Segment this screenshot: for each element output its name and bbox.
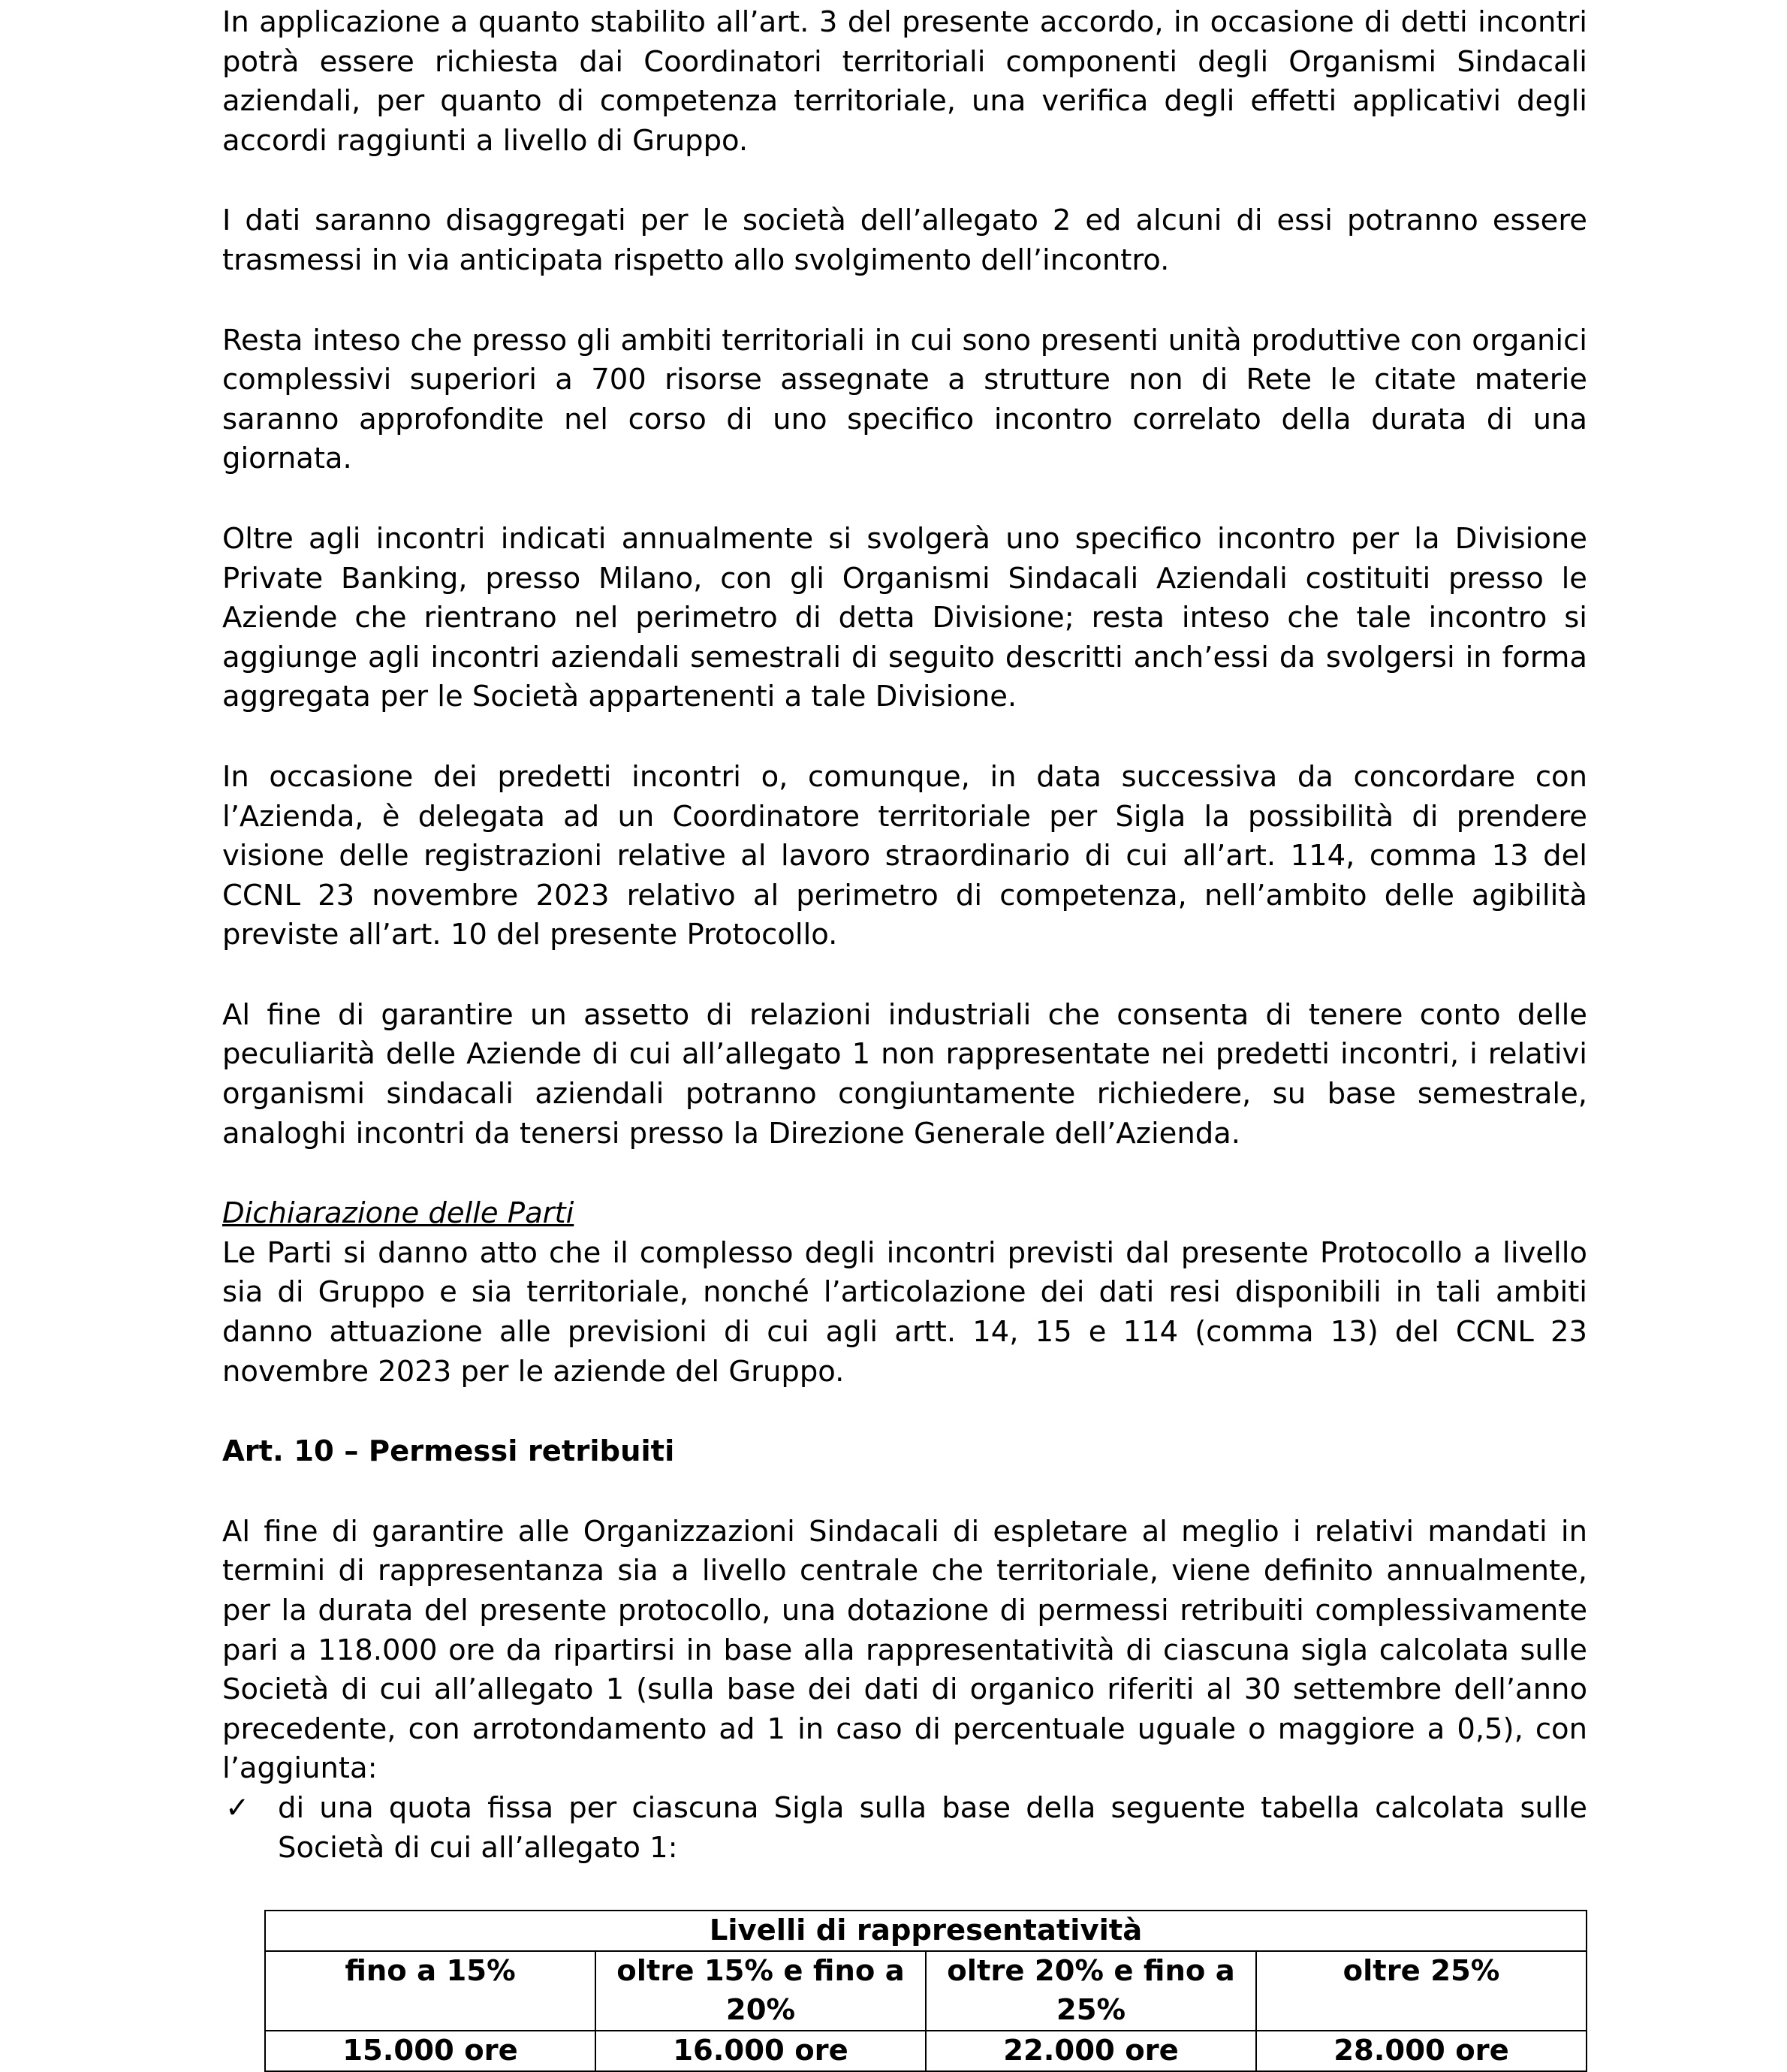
paragraph-verification-request: In applicazione a quanto stabilito all’art. 3 del presente accordo, in occasione di detti incontri potrà essere richiesta dai Coordinatori territoriali componenti degli Organismi Sindacali aziendali, per quanto di competenza territoriale, una verifica degli effetti applicativi degli accordi raggiunti a livello di Gruppo. bbox=[222, 5, 1587, 158]
table-header-cell: oltre 15% e fino a 20% bbox=[595, 1951, 926, 2031]
table-row bbox=[265, 2031, 1587, 2071]
article-bullet-list bbox=[222, 1789, 1587, 1868]
table-cell: 15.000 ore bbox=[265, 2031, 595, 2071]
table-title-row bbox=[265, 1911, 1587, 1951]
paragraph-disaggregated-data: I dati saranno disaggregati per le società dell’allegato 2 ed alcuni di essi potranno essere trasmessi in via anticipata rispetto allo svolgimento dell’incontro. bbox=[222, 204, 1587, 277]
table-header-row bbox=[265, 1951, 1587, 2031]
table-header-cell: oltre 25% bbox=[1256, 1951, 1587, 2031]
table-cell: 22.000 ore bbox=[926, 2031, 1256, 2071]
paragraph-industrial-relations: Al fine di garantire un assetto di relazioni industriali che consenta di tenere conto delle peculiarità delle Aziende di cui all’allegato 1 non rappresentate nei predetti incontri, i relativi organismi sindacali aziendali potranno congiuntamente richiedere, su base semestrale, analoghi incontri da tenersi presso la Direzione Generale dell’Azienda. bbox=[222, 997, 1587, 1151]
declaration-section bbox=[222, 1194, 1587, 1392]
table-cell: 28.000 ore bbox=[1256, 2031, 1587, 2071]
list-item bbox=[222, 1789, 1587, 1868]
bullet-text: di una quota fissa per ciascuna Sigla sulla base della seguente tabella calcolata sulle Società di cui all’allegato 1: bbox=[278, 1790, 1587, 1865]
table-title: Livelli di rappresentatività bbox=[265, 1911, 1587, 1951]
paragraph-territorial-meeting: Resta inteso che presso gli ambiti territoriali in cui sono presenti unità produttive con organici complessivi superiori a 700 risorse assegnate a strutture non di Rete le citate materie saranno approfondite nel corso di uno specifico incontro correlato della durata di una giornata. bbox=[222, 323, 1587, 476]
checkmark-icon: ✓ bbox=[225, 1790, 250, 1825]
paragraph-overtime-records: In occasione dei predetti incontri o, comunque, in data successiva da concordare con l’Azienda, è delegata ad un Coordinatore territoriale per Sigla la possibilità di prendere visione delle registrazioni relative al lavoro straordinario di cui all’art. 114, comma 13 del CCNL 23 novembre 2023 relativo al perimetro di competenza, nell’ambito delle agibilità previste all’art. 10 del presente Protocollo. bbox=[222, 759, 1587, 952]
table-header-cell: fino a 15% bbox=[265, 1951, 595, 2031]
paragraph-private-banking: Oltre agli incontri indicati annualmente si svolgerà uno specifico incontro per la Divisione Private Banking, presso Milano, con gli Organismi Sindacali Aziendali costituiti presso le Aziende che rientrano nel perimetro di detta Divisione; resta inteso che tale incontro si aggiunge agli incontri aziendali semestrali di seguito descritti anch’essi da svolgersi in forma aggregata per le Società appartenenti a tale Divisione. bbox=[222, 521, 1587, 714]
representation-levels-table bbox=[264, 1910, 1587, 2072]
declaration-text: Le Parti si danno atto che il complesso degli incontri previsti dal presente Protocollo a livello sia di Gruppo e sia territoriale, nonché l’articolazione dei dati resi disponibili in tali ambiti danno attuazione alle previsioni di cui agli artt. 14, 15 e 114 (comma 13) del CCNL 23 novembre 2023 per le aziende del Gruppo. bbox=[222, 1235, 1587, 1389]
table-cell: 16.000 ore bbox=[595, 2031, 926, 2071]
document-page bbox=[222, 3, 1587, 2072]
declaration-title: Dichiarazione delle Parti bbox=[222, 1196, 574, 1231]
article-heading: Art. 10 – Permessi retribuiti bbox=[222, 1434, 675, 1469]
table-header-cell: oltre 20% e fino a 25% bbox=[926, 1951, 1256, 2031]
article-paragraph: Al fine di garantire alle Organizzazioni Sindacali di espletare al meglio i relativi mandati in termini di rappresentanza sia a livello centrale che territoriale, viene definito annualmente, per la durata del presente protocollo, una dotazione di permessi retribuiti complessivamente pari a 118.000 ore da ripartirsi in base alla rappresentatività di ciascuna sigla calcolata sulle Società di cui all’allegato 1 (sulla base dei dati di organico riferiti al 30 settembre dell’anno precedente, con arrotondamento ad 1 in caso di percentuale uguale o maggiore a 0,5), con l’aggiunta: bbox=[222, 1514, 1587, 1786]
